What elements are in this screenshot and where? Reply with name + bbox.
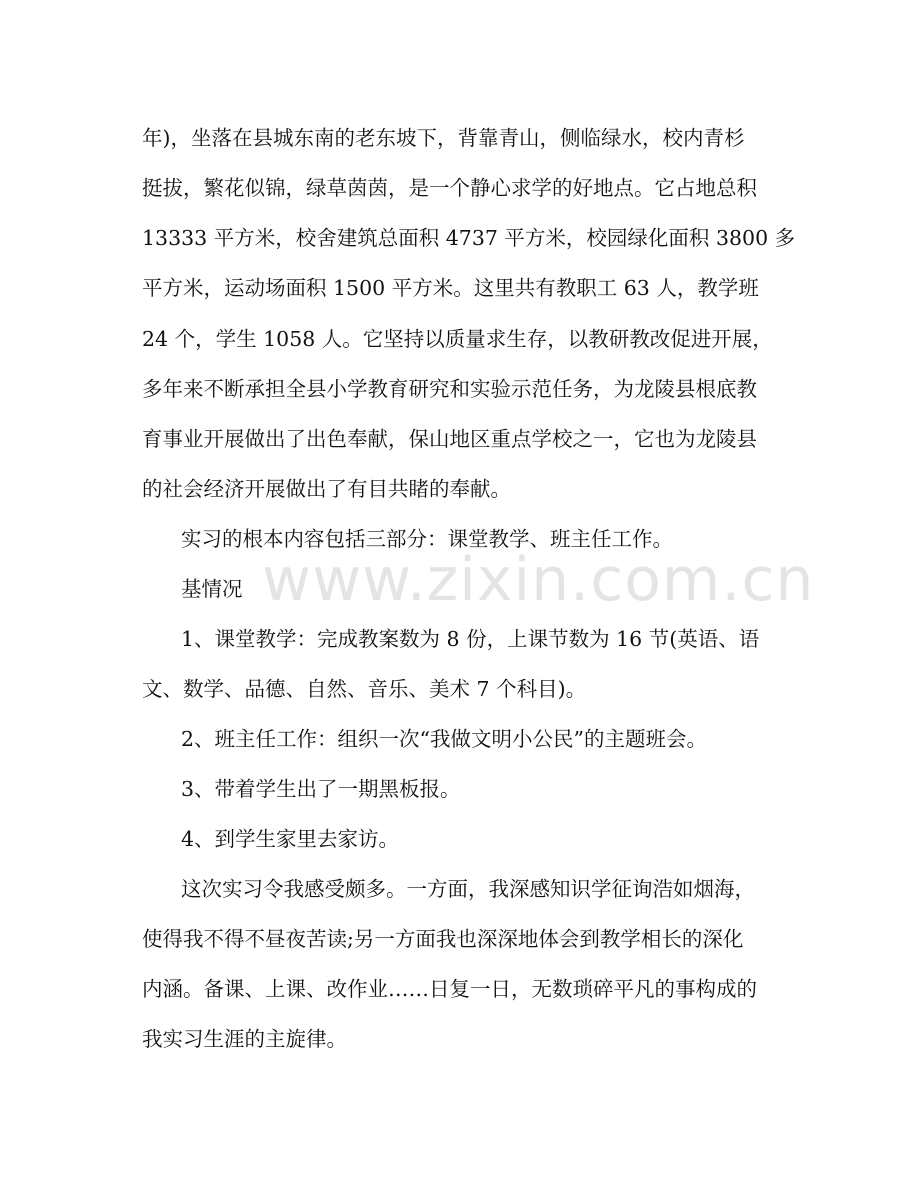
text-line: 这次实习令我感受颇多。一方面，我深感知识学征询浩如烟海，	[181, 877, 755, 901]
paragraph-blackboard: 3、带着学生出了一期黑板报。	[181, 777, 461, 801]
text-line: 24 个，学生 1058 人。它坚持以质量求生存，以教研教改促进开展，	[142, 327, 773, 351]
text-line: 育事业开展做出了出色奉献，保山地区重点学校之一，它也为龙陵县	[142, 427, 757, 451]
paragraph-home-visit: 4、到学生家里去家访。	[181, 827, 400, 851]
text-line: 我实习生涯的主旋律。	[142, 1027, 347, 1051]
text-line: 的社会经济开展做出了有目共睹的奉献。	[142, 477, 511, 501]
text-line: 平方米，运动场面积 1500 平方米。这里共有教职工 63 人，教学班	[142, 276, 759, 300]
text-line: 多年来不断承担全县小学教育研究和实验示范任务，为龙陵县根底教	[142, 377, 757, 401]
paragraph-internship-content: 实习的根本内容包括三部分：课堂教学、班主任工作。	[181, 527, 673, 551]
text-line: 使得我不得不昼夜苦读;另一方面我也深深地体会到教学相长的深化	[142, 927, 744, 951]
text-line: 13333 平方米，校舍建筑总面积 4737 平方米，校园绿化面积 3800 多	[142, 226, 796, 250]
text-line: 1、课堂教学：完成教案数为 8 份，上课节数为 16 节(英语、语	[181, 627, 760, 651]
paragraph-class-teacher-work: 2、班主任工作：组织一次“我做文明小公民”的主题班会。	[181, 727, 708, 751]
text-line: 年)，坐落在县城东南的老东坡下，背靠青山，侧临绿水，校内青杉	[142, 126, 745, 150]
text-line: 文、数学、品德、自然、音乐、美术 7 个科目)。	[142, 677, 587, 701]
text-line: 内涵。备课、上课、改作业……日复一日，无数琐碎平凡的事构成的	[142, 977, 757, 1001]
watermark: www.zixin.com.cn	[262, 545, 815, 615]
text-line: 挺拔，繁花似锦，绿草茵茵，是一个静心求学的好地点。它占地总积	[142, 176, 757, 200]
paragraph-basic-situation: 基情况	[181, 577, 243, 601]
